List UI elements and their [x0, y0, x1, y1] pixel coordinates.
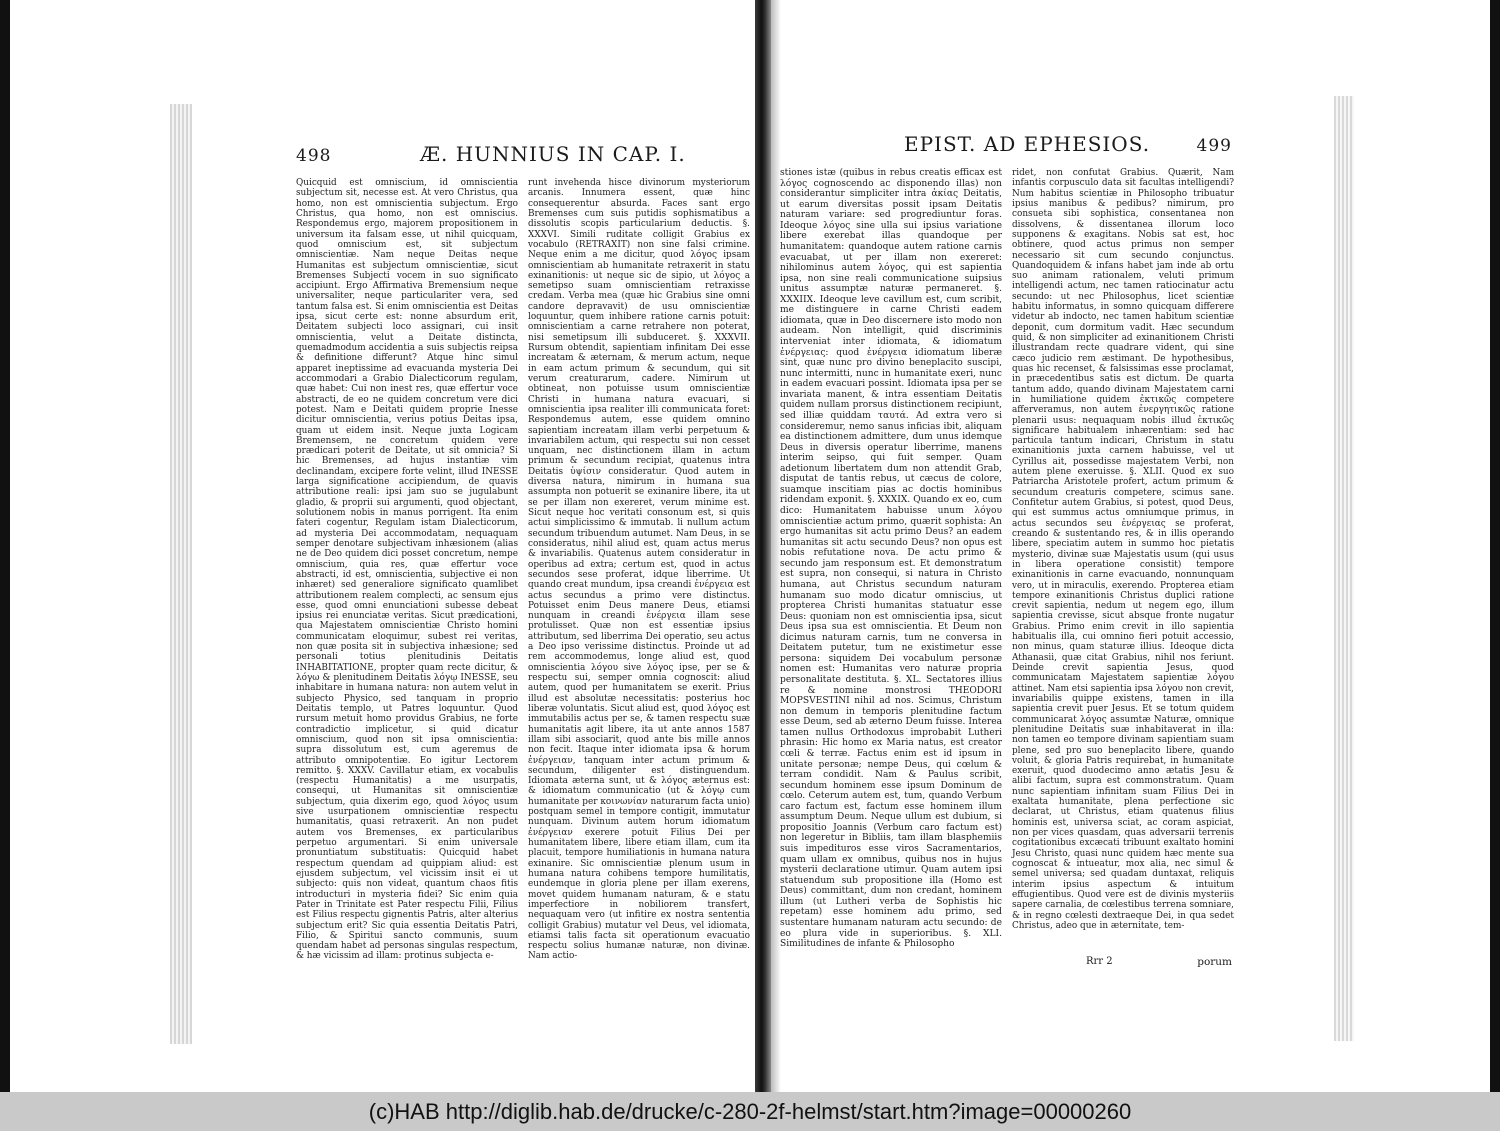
right-page	[780, 130, 1232, 990]
left-header-title: Æ. HUNNIUS IN CAP. I.	[420, 142, 686, 166]
left-running-head	[296, 140, 748, 174]
right-page-number: 499	[1196, 136, 1232, 156]
right-running-head	[780, 130, 1232, 164]
left-page	[296, 140, 748, 990]
catchword: porum	[1197, 956, 1232, 968]
page-edge-right	[1334, 96, 1354, 1041]
right-column-2	[1012, 168, 1234, 931]
left-column-2	[528, 178, 750, 962]
book-gutter	[755, 0, 771, 1092]
scan-border-right	[1490, 0, 1500, 1092]
source-footer: (c)HAB http://diglib.hab.de/drucke/c-280-2f-helmst/start.htm?image=00000260	[0, 1092, 1500, 1131]
scan-border-left	[0, 0, 10, 1092]
left-col1-text: Quicquid est omniscium, id omniscientia subjectum sit, necesse est. At vero Christus, qua homo, non est omniscientia subjectum. Ergo Christus, qua homo, non est omniscius. Respondemus ergo, majorem propositionem in universum ita falsam esse, ut nihil quicquam, quod omniscium est, sit subjectum omniscientiæ. Nam neque Deitas neque Humanitas est subjectum omniscientiæ, sicut Bremenses Subjecti vocem in suo significato accipiunt. Ergo Affirmativa Bremensium neque universaliter, neque particulariter vera, sed tantum falsa est. Si enim omniscientia est Deitas ipsa, sicut certe est: nonne absurdum erit, Deitatem subjecti loco assignari, cui insit omniscientia, velut a Deitate distincta, quemadmodum accidentia a suis subjectis reipsa & definitione differunt? Atque hinc simul apparet ineptissime ad evacuanda mysteria Dei accommodari a Grabio Dialecticorum regulam, quæ habet: Cui non inest res, quæ effertur voce abstracti, de eo ne quidem concretum vere dici potest. Nam e Deitati quidem proprie Inesse dicitur omniscientia, verius potius Deitas ipsa, quam ut eidem insit. Neque juxta Logicam Bremensem, ne concretum quidem vere prædicari poterit de Deitate, ut sit omnicia? Si hic Bremenses, ad hujus instantiæ vim declinandam, excipere forte velint, illud INESSE larga significatione accipiendum, de quavis attributione reali: ipsi jam suo se jugulabunt gladio, & proprii sui argumenti, quod objectant, solutionem nobis in manus porrigent. Ita enim fateri cogentur, Regulam istam Dialecticorum, ad mysteria Dei accommodatam, nequaquam semper denotare subjectivam inhæsionem (alias ne de Deo quidem dici posset concretum, nempe omniscium, quia res, quæ effertur voce abstracti, id est, omniscientia, subjective ei non inhæret) sed generaliore significato quamlibet attributionem realem complecti, ac sensum ejus esse, quod omni enunciationi subesse debeat ipsius rei enunciatæ veritas. Sicut prædicationi, qua Majestatem omniscientiæ Christo homini communicatam eloquimur, subest rei veritas, non quæ posita sit in subjectiva inhæsione; sed personali totius plenitudinis Deitatis INHABITATIONE, propter quam recte dicitur, & λόγω & plenitudinem Deitatis λόγῳ INESSE, seu inhabitare in humana natura: non autem velut in subjecto Physico, sed tanquam in proprio Deitatis templo, ut Patres loquuntur. Quod rursum metuit homo providus Grabius, ne forte contradictio implicetur, si quid dicatur omniscium, quod non sit ipsa omniscientia: supra dissolutum est, cum ageremus de attributo omnipotentiæ. Eo igitur Lectorem remitto. §. XXXV. Cavillatur etiam, ex vocabulis (respectu Humanitatis) a me usurpatis, consequi, ut Humanitas sit omniscientiæ subjectum, quia dixerim ego, quod λόγος usum sive usurpationem omniscientiæ respectu humanitatis, quasi retraxerit. An non pudet autem vos Bremenses, ex particularibus perpetuo argumentari. Si enim universale pronuntiatum substituatis: Quicquid habet respectum quendam ad quippiam aliud: est ejusdem subjectum, vel vicissim insit ei ut subjecto: quis non videat, quantum chaos fitis introducturi in mysteria fidei? Sic enim quia Pater in Trinitate est Pater respectu Filii, Filius est Filius respectu gignentis Patris, alter alterius subjectum erit? Sic quia essentia Deitatis Patri, Filio, & Spiritui sancto communis, suum quendam habet ad personas singulas respectum, & hæ vicissim ad illam: protinus subjecta e-	[296, 178, 518, 962]
signature-mark: Rrr 2	[1086, 956, 1113, 967]
left-page-number: 498	[296, 146, 332, 166]
right-column-1	[780, 168, 1002, 950]
left-column-1	[296, 178, 518, 962]
left-col2-text: runt invehenda hisce divinorum mysteriorum arcanis. Innumera essent, quæ hinc consequerentur absurda. Faces sant ergo Bremenses cum suis putidis sophismatibus a dissolutis scopis particularium deductis. §. XXXVI. Simili ruditate colligit Grabius ex vocabulo (RETRAXIT) non sine falsi crimine. Neque enim a me dicitur, quod λόγος ipsam omniscientiam ab humanitate retraxerit in statu exinanitionis: ut neque sic de sipio, ut λόγος a semetipso suam omniscientiam retraxisse credam. Verba mea (quæ hic Grabius sine omni candore depravavit) de usu omniscientiæ loquuntur, quem inhibere ratione carnis potuit: omniscientiam a carne retrahere non poterat, nisi semetipsum illi subduceret. §. XXXVII. Rursum obtendit, sapientiam infinitam Dei esse increatam & æternam, & merum actum, neque in eam actum primum & secundum, qui sit verum creaturarum, cadere. Nimirum ut obtineat, non potuisse usum omniscientiæ Christi in humana natura evacuari, si omniscientia ipsa realiter illi communicata foret: Respondemus autem, esse quidem omnino sapientiam increatam illam verbi perpetuum & invariabilem actum, qui respectu sui non cesset unquam, nec distinctionem illam in actum primum & secundum recipiat, quatenus intra Deitatis ὑψίσιν consideratur. Quod autem in diversa natura, nimirum in humana sua assumpta non potuerit se exinanire libere, ita ut se per illam non exereret, verum minime est. Sicut neque hoc veritati consonum est, si quis actui simplicissimo & immutab. li nullum actum secundum tribuendum autumet. Nam Deus, in se consideratus, nihil aliud est, quam actus merus & invariabilis. Quatenus autem consideratur in operibus ad extra; certum est, quod in actus secundos sese proferat, idque liberrime. Ut quando creat mundum, ipsa creandi ἐνέργεια est actus secundus a primo vere distinctus. Potuisset enim Deus manere Deus, etiamsi nunquam in creandi ἐνέργεια illam sese protulisset. Quæ non est essentiæ ipsius attributum, sed liberrima Dei operatio, seu actus a Deo ipso verissime distinctus. Proinde ut ad rem accommodemus, longe aliud est, quod omniscientia λόγου sive λόγος ipse, per se & respectu sui, semper omnia cognoscit: aliud autem, quod per humanitatem se exerit. Prius illud est absolutæ necessitatis: posterius hoc liberæ voluntatis. Sicut aliud est, quod λόγος est immutabilis actus per se, & tamen respectu suæ humanitatis agit libere, ita ut ante annos 1587 illam sibi associarit, quod ante bis mille annos non fecit. Itaque inter idiomata ipsa & horum ἐνέργειαν, tanquam inter actum primum & secundum, diligenter est distinguendum. Idiomata æterna sunt, ut & λόγος æternus est: & idiomatum communicatio (ut & λόγῳ cum humanitate per κοινωνίαν naturarum facta unio) postquam semel in tempore contigit, immutatur nunquam. Divinum autem horum idiomatum ἐνέργειαν exerere potuit Filius Dei per humanitatem libere, libere etiam illam, cum ita placuit, tempore humiliationis in humana natura exinanire. Sic omniscientiæ plenum usum in humana natura cohibens tempore humilitatis, eundemque in gloria plene per illam exerens, movet quidem humanam naturam, & e statu imperfectiore in nobiliorem transfert, nequaquam vero (ut infitire ex nostra sententia colligit Grabius) mutatur vel Deus, vel idiomata, etiamsi talis facta sit operationum evacuatio respectu solius humanæ naturæ, non divinæ. Nam actio-	[528, 178, 750, 962]
page-edge-left	[170, 104, 192, 1044]
right-header-title: EPIST. AD EPHESIOS.	[904, 132, 1151, 156]
right-col2-text: ridet, non confutat Grabius. Quærit, Nam infantis corpusculo data sit facultas intelligendi? Num habitus scientiæ in Philosopho tribuatur ipsius manibus & pedibus? nimirum, pro consueta sibi sophistica, consentanea non dissolvens, & dissentanea illorum loco supponens & exagitans. Nobis sat est, hoc obtinere, quod actus primus non semper necessario sit cum secundo conjunctus. Quandoquidem & infans habet jam inde ab ortu suo animam rationalem, veluti primum intelligendi actum, nec tamen ratiocinatur actu secundo: ut nec Philosophus, licet scientiæ habitu informatus, in somno quicquam differere videtur ab indocto, nec tamen habitum scientiæ deponit, cum dormitum vadit. Hæc secundum quid, & non simpliciter ad exinanitionem Christi illustrandam recte quadrare vident, qui sine cæco judicio rem æstimant. De hypothesibus, quas hic recenset, & falsissimas esse proclamat, in præcedentibus satis est dictum. De quarta tantum addo, quando divinam Majestatem carni in humiliatione quidem ἐκτικῶς competere afferveramus, non autem ἐνεργητικῶς ratione plenarii usus: nequaquam nobis illud ἐκτικῶς significare habitualem inhærentiam: sed hac particula tantum indicari, Christum in statu exinanitionis juxta carnem habuisse, vel ut Cyrillus ait, possedisse majestatem Verbi, non autem plene exeruisse. §. XLII. Quod ex suo Patriarcha Aristotele profert, actum primum & secundum creaturis competere, scimus sane. Confitetur autem Grabius, si potest, quod Deus, qui est summus actus omniumque primus, in actus secundos seu ἐνέργειας se proferat, creando & sustentando res, & in illis operando libere, speciatim autem in summo hoc pietatis mysterio, divinæ suæ Majestatis usum (qui usus in libera operatione consistit) tempore exinanitionis in carne evacuando, nonnunquam vero, ut in miraculis, exerendo. Propterea etiam tempore exinanitionis Christus duplici ratione crevit sapientia, nedum ut negem ego, illum sapientia crevisse, sicut absque fronte nugatur Grabius. Primo enim crevit in illo sapientia habitualis illa, cui omnino fieri potuit accessio, non minus, quam staturæ illius. Ideoque dicta Athanasii, quæ citat Grabius, nihil nos feriunt. Deinde crevit sapientia Jesus, quod communicatam Majestatem sapientiæ λόγου attinet. Nam etsi sapientia ipsa λόγου non crevit, invariabilis quippe existens, tamen in illa sapientia crevit puer Jesus. Et se totum quidem communicarat λόγος assumtæ Naturæ, omnique plenitudine Deitatis suæ inhabitaverat in illa: non tamen eo tempore divinam sapientiam suam plene, sed pro suo beneplacito libere, quando voluit, & gloria Patris requirebat, in humanitate exeruit, quod duodecimo anno ætatis Jesu & alibi factum, supra est commonstratum. Quam nunc sapientiam infinitam suam Filius Dei in exaltata humanitate, plena perfectione sic declarat, ut Christus, etiam quatenus filius hominis est, universa sciat, ac coram aspiciat, non per vices quasdam, quas adversarii terrenis cogitationibus excæcati tribuunt exaltato homini Jesu Christo, quasi nunc quidem hæc mente sua cognoscat & intueatur, mox alia, nec simul & semel universa; sed quadam duntaxat, reliquis interim ipsius aspectum & intuitum effugientibus. Quod vere est de divinis mysteriis sapere carnalia, de cœlestibus terrena somniare, & in regno cœlesti dextraeque Dei, in qua sedet Christus, adeo que in æternitate, tem-	[1012, 168, 1234, 931]
right-col1-text: stiones istæ (quibus in rebus creatis efficax est λόγος cognoscendo ac disponendo illas) non considerantur simpliciter intra ἀκίας Deitatis, ut earum diversitas possit ipsam Deitatis naturam variare: sed progrediuntur foras. Ideoque λόγος sine ulla sui ipsius variatione libere exerebat illas quandoque per humanitatem: quandoque autem ratione carnis evacuabat, ut per illam non exereret: nihilominus autem λόγος, qui est sapientia ipsa, non sine reali communicatione suipsius unitus assumptæ naturæ permaneret. §. XXXIIX. Ideoque leve cavillum est, cum scribit, me distinguere in carne Christi eadem idiomata, quæ in Deo discernere isto modo non audeam. Non intelligit, quid discriminis interveniat inter idiomata, & idiomatum ἐνέργειας: quod ἐνέργεια idiomatum liberæ sint, quæ nunc pro divino beneplacito suscipi, nunc intermitti, nunc in humanitate exeri, nunc in eadem evacuari possint. Idiomata ipsa per se invariata manent, & intra essentiam Deitatis quidem nullam prorsus distinctionem recipiunt, sed illiæ quiddam ταυτά. Ad extra vero si consideremur, nemo sanus inficias ibit, aliquam ea distinctionem admittere, dum unus idemque Deus in diversis operatur liberrime, manens interim seipso, qui fuit semper. Quam adetionum libertatem dum non attendit Grab, disputat de tantis rebus, ut cæcus de colore, suamque inscitiam pias ac doctis hominibus ridendam exponit. §. XXXIX. Quando ex eo, cum dico: Humanitatem habuisse unum λόγου omniscientiæ actum primo, quærit sophista: An ergo humanitas sit actu primo Deus? an eadem humanitas sit actu secundo Deus? non opus est nobis refutatione nova. De actu primo & secundo jam responsum est. Et demonstratum est supra, non consequi, si natura in Christo humana, aut Christus secundum naturam humanam suo modo dicatur omniscius, ut propterea Christi humanitas statuatur esse Deus: quoniam non est omniscientia ipsa, sicut Deus ipsa sua est omniscientia. Et Deum non dicimus naturam carnis, tum ne conversa in Deitatem putetur, tum ne existimetur esse persona: siquidem Dei vocabulum personæ nomen est: Humanitas vero naturæ propria personalitate destituta. §. XL. Sectatores illius re & nomine monstrosi THEODORI MOPSVESTINI nihil ad nos. Scimus, Christum non demum in temporis plenitudine factum esse Deum, sed ab æterno Deum fuisse. Interea tamen nullus Orthodoxus improbabit Lutheri phrasin: Hic homo ex Maria natus, est creator cœli & terræ. Factus enim est id ipsum in unitate personæ; nempe Deus, qui cœlum & terram condidit. Nam & Paulus scribit, secundum hominem esse ipsum Dominum de cœlo. Ceterum autem est, tum, quando Verbum caro factum est, factum esse hominem illum assumptum Deum. Neque ullum est dubium, si propositio Joannis (Verbum caro factum est) non legeretur in Bibliis, tam illam blasphemiis suis impedituros esse viros Sacramentarios, quam ullam ex omnibus, quibus nos in hujus mysterii declaratione utimur. Quam autem ipsi statuendum sub propositione illa (Homo est Deus) committant, dum non credant, hominem illum (ut Lutheri verba de Sophistis hic repetam) esse hominem adu primo, sed sustentare humanam naturam actu secundo: de eo plura vide in superioribus. §. XLI. Similitudines de infante & Philosopho	[780, 168, 1002, 950]
